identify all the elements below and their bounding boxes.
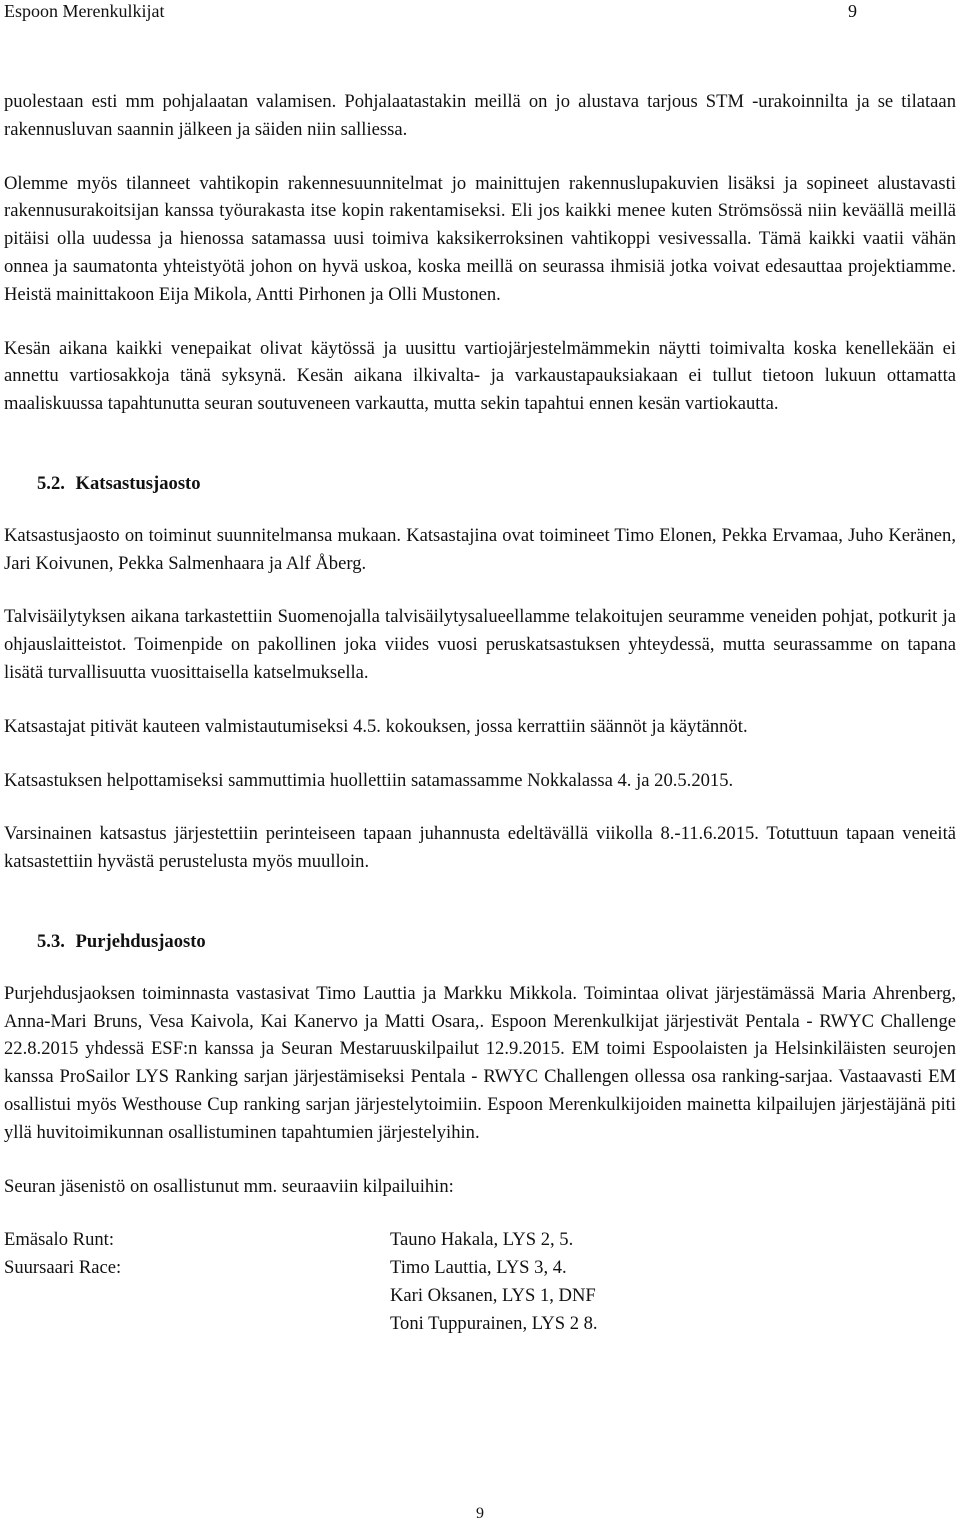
paragraph: Kesän aikana kaikki venepaikat olivat käytössä ja uusittu vartiojärjestelmämmekin näytti toimivalta koska kenellekään ei annettu vartiosakkoja tänä syksynä. Kesän aikana ilkivalta- ja varkaustapauksiakaan ei tullut tietoon lukuun ottamatta maaliskuussa tapahtunutta seuran soutuveneen varkautta, mutta sekin tapahtui ennen kesän vartiokautta. [4,337,956,415]
header-page-number: 9 [848,1,857,21]
result-row [4,1310,956,1338]
paragraph: Katsastajat pitivät kauteen valmistautumiseksi 4.5. kokouksen, jossa kerrattiin säännöt ja käytännöt. [4,715,748,737]
result-event: Emäsalo Runt: [4,1229,115,1251]
section-heading-katsastusjaosto [4,470,956,498]
paragraph: Purjehdusjaoksen toiminnasta vastasivat Timo Lauttia ja Markku Mikkola. Toimintaa olivat järjestämässä Maria Ahrenberg, Anna-Mari Bruns, Vesa Kaivola, Kai Kanervo ja Matti Osara,. Espoon Merenkulkijat järjestivät Pentala - RWYC Challenge 22.8.2015 yhdessä ESF:n kanssa ja Seuran Mestaruuskilpailut 12.9.2015. EM toimi Espoolaisten ja Helsinkiläisten seurojen kanssa ProSailor LYS Ranking sarjan järjestämiseksi Pentala - RWYC Challengen ollessa osa ranking-sarjaa. Vastaavasti EM osallistui myös Westhouse Cup ranking sarjan järjestelytoimiin. Espoon Merenkulkijoiden mainetta kilpailujen järjestäjänä piti yllä huvitoimikunnan osallistuminen tapahtumien järjestelyihin. [4,982,956,1143]
footer-page-number: 9 [476,1505,484,1522]
paragraph: puolestaan esti mm pohjalaatan valamisen. Pohjalaatastakin meillä on jo alustava tarjous STM -urakoinnilta ja se tilataan rakennusluvan saannin jälkeen ja säiden niin salliessa. [4,91,956,140]
page-header [4,0,944,22]
document-body [4,88,956,1338]
section-number: 5.2. [37,472,65,494]
header-organization: Espoon Merenkulkijat [4,1,165,21]
section-heading-purjehdusjaosto [4,928,956,956]
result-value: Kari Oksanen, LYS 1, DNF [390,1284,596,1306]
section-number: 5.3. [37,930,65,952]
result-event [4,1310,390,1338]
paragraph: Olemme myös tilanneet vahtikopin rakennesuunnitelmat jo mainittujen rakennuslupakuvien lisäksi ja sopineet alustavasti rakennusurakoitsijan kanssa työurakasta itse kopin rakentamiseksi. Eli jos kaikki menee kuten Strömsössä niin keväällä meillä pitäisi olla uudessa ja hienossa satamassa uusi toimiva kaksikerroksinen vahtikoppi vesivessalla. Tämä kaikki vaatii vähän onnea ja saumatonta yhteistyötä johon on hyvä uskoa, koska meillä on seurassa ihmisiä jotka voivat edesauttaa projektiamme. Heistä mainittakoon Eija Mikola, Antti Pirhonen ja Olli Mustonen. [4,172,956,305]
competition-results-list [4,1226,956,1337]
paragraph: Varsinainen katsastus järjestettiin perinteiseen tapaan juhannusta edeltävällä viikolla 8.-11.6.2015. Totuttuun tapaan veneitä katsastettiin hyvästä perustelusta myös muulloin. [4,823,956,873]
section-title: Purjehdusjaosto [75,930,206,952]
paragraph: Katsastuksen helpottamiseksi sammuttimia huollettiin satamassamme Nokkalassa 4. ja 20.5.2015. [4,769,734,791]
result-event [4,1282,390,1310]
result-value: Timo Lauttia, LYS 3, 4. [390,1257,567,1279]
paragraph: Talvisäilytyksen aikana tarkastettiin Suomenojalla talvisäilytysalueellamme telakoitujen seuramme veneiden pohjat, potkurit ja ohjauslaitteistot. Toimenpide on pakollinen joka viides vuosi peruskatsastuksen yhteydessä, mutta seurassamme on tapana lisätä turvallisuutta vuosittaisella katselmuksella. [4,606,956,683]
paragraph: Seuran jäsenistö on osallistunut mm. seuraaviin kilpailuihin: [4,1175,454,1197]
result-value: Tauno Hakala, LYS 2, 5. [390,1229,574,1251]
result-row [4,1282,956,1310]
result-event: Suursaari Race: [4,1257,122,1279]
page-footer [0,1505,960,1523]
section-title: Katsastusjaosto [75,472,201,494]
paragraph: Katsastusjaosto on toiminut suunnitelmansa mukaan. Katsastajina ovat toimineet Timo Elonen, Pekka Ervamaa, Juho Keränen, Jari Koivunen, Pekka Salmenhaara ja Alf Åberg. [4,524,956,574]
result-value: Toni Tuppurainen, LYS 2 8. [390,1312,598,1334]
result-row [4,1226,956,1254]
result-row [4,1254,956,1282]
